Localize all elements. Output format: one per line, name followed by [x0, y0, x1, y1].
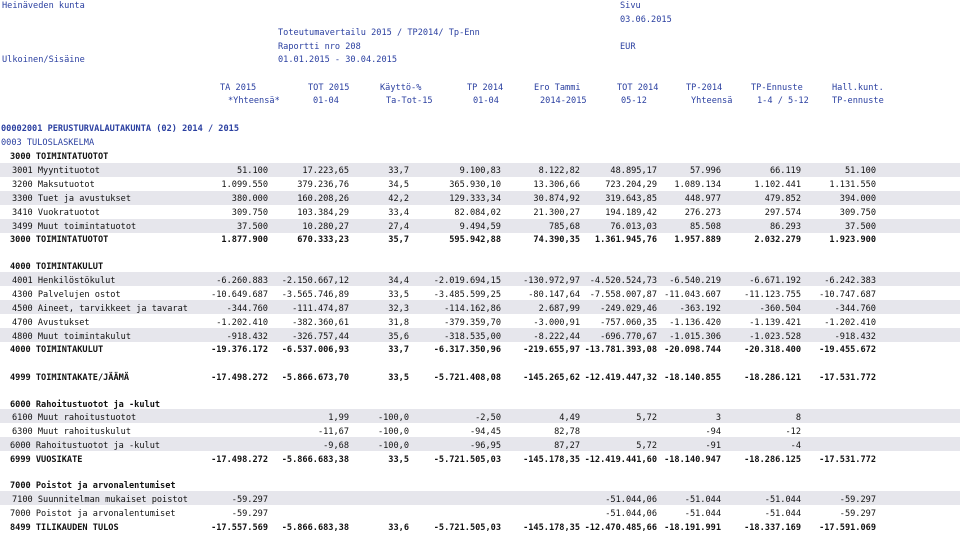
row-label: 7000 Poistot ja arvonalentumiset: [10, 509, 176, 519]
total-row: [0, 373, 960, 384]
row-value: -5.721.505,03: [433, 455, 501, 465]
row-label: 4300 Palvelujen ostot: [12, 290, 121, 300]
table-row: [0, 180, 960, 191]
row-value: -19.455.672: [819, 345, 876, 355]
row-value: -2,50: [475, 413, 501, 423]
row-value: 8: [795, 413, 801, 423]
row-value: -2.019.694,15: [433, 276, 501, 286]
row-value: 33,5: [388, 455, 409, 465]
row-value: -10.747.687: [819, 290, 876, 300]
row-value: 33,5: [388, 290, 409, 300]
row-value: -111.474,87: [292, 304, 349, 314]
row-value: 30.874,92: [533, 194, 580, 204]
row-value: -94,45: [469, 427, 501, 437]
row-value: 1.923.900: [829, 235, 876, 245]
row-value: 3: [715, 413, 721, 423]
row-value: 1.361.945,76: [594, 235, 657, 245]
row-value: -3.000,91: [533, 318, 580, 328]
group-heading-row: [0, 400, 960, 411]
row-value: -13.781.393,08: [584, 345, 657, 355]
total-row: [0, 235, 960, 246]
row-value: 319.643,85: [605, 194, 657, 204]
row-value: -918.432: [226, 332, 268, 342]
row-value: -59.297: [839, 495, 876, 505]
row-value: 57.996: [689, 166, 721, 176]
row-label: 3410 Vuokratuotot: [12, 208, 100, 218]
row-value: 42,2: [388, 194, 409, 204]
row-value: -344.760: [226, 304, 268, 314]
row-value: 74.390,35: [533, 235, 580, 245]
row-value: 309.750: [231, 208, 268, 218]
row-value: -51.044: [764, 509, 801, 519]
row-value: -1.023.528: [749, 332, 801, 342]
row-value: -6.537.006,93: [281, 345, 349, 355]
row-value: 4,49: [559, 413, 580, 423]
row-value: 670.333,23: [297, 235, 349, 245]
row-value: -3.485.599,25: [433, 290, 501, 300]
row-value: 103.384,29: [297, 208, 349, 218]
row-value: -9,68: [323, 441, 349, 451]
row-value: -4: [790, 441, 801, 451]
row-value: -51.044,06: [605, 509, 657, 519]
row-value: -12: [785, 427, 801, 437]
row-value: 51.100: [236, 166, 268, 176]
row-value: -18.286.121: [744, 373, 801, 383]
row-value: -5.721.408,08: [433, 373, 501, 383]
row-value: -10.649.687: [211, 290, 268, 300]
row-value: 37.500: [844, 222, 876, 232]
row-value: 1.102.441: [754, 180, 801, 190]
row-value: 160.208,26: [297, 194, 349, 204]
row-value: 86.293: [769, 222, 801, 232]
col-tot2015: TOT 2015: [308, 83, 350, 93]
row-label: 4000 TOIMINTAKULUT: [10, 262, 104, 272]
row-value: -17.557.569: [211, 523, 268, 533]
row-value: -360.504: [759, 304, 801, 314]
table-row: [0, 208, 960, 219]
unit-name: Ulkoinen/Sisäine: [2, 55, 85, 65]
row-value: 479.852: [764, 194, 801, 204]
row-value: -59.297: [839, 509, 876, 519]
row-value: 31,8: [388, 318, 409, 328]
row-value: -59.297: [231, 495, 268, 505]
row-label: 4001 Henkilöstökulut: [12, 276, 116, 286]
row-value: 33,7: [388, 345, 409, 355]
col-ero: Ero Tammi: [534, 83, 581, 93]
row-value: -2.150.667,12: [281, 276, 349, 286]
row-value: 21.300,27: [533, 208, 580, 218]
row-value: -363.192: [679, 304, 721, 314]
row-value: 380.000: [231, 194, 268, 204]
row-label: 3200 Maksutuotot: [12, 180, 95, 190]
row-value: -12.419.441,60: [584, 455, 657, 465]
table-row: [0, 276, 960, 287]
col2-0104b: 01-04: [473, 96, 499, 106]
row-value: 33,5: [388, 373, 409, 383]
row-value: -19.376.172: [211, 345, 268, 355]
row-value: 595.942,88: [449, 235, 501, 245]
row-value: 2.687,99: [538, 304, 580, 314]
row-value: 8.122,82: [538, 166, 580, 176]
row-value: -17.531.772: [819, 455, 876, 465]
row-value: 82.084,02: [454, 208, 501, 218]
row-value: -20.318.400: [744, 345, 801, 355]
row-value: -326.757,44: [292, 332, 349, 342]
row-value: 9.100,83: [459, 166, 501, 176]
row-value: -1.202.410: [216, 318, 268, 328]
org-name: Heinäveden kunta: [2, 1, 85, 11]
row-value: 276.273: [684, 208, 721, 218]
row-label: 3300 Tuet ja avustukset: [12, 194, 131, 204]
table-row: [0, 166, 960, 177]
row-label: 6300 Muut rahoituskulut: [12, 427, 131, 437]
row-value: -3.565.746,89: [281, 290, 349, 300]
table-row: [0, 441, 960, 452]
report-title: Toteutumavertailu 2015 / TP2014/ Tp-Enn: [278, 28, 480, 38]
row-value: 194.189,42: [605, 208, 657, 218]
row-value: 10.280,27: [302, 222, 349, 232]
row-value: -4.520.524,73: [589, 276, 657, 286]
col-tp2014: TP 2014: [467, 83, 504, 93]
row-label: 4800 Muut toimintakulut: [12, 332, 131, 342]
row-value: -18.286.125: [744, 455, 801, 465]
row-value: 48.895,17: [610, 166, 657, 176]
row-value: -318.535,00: [444, 332, 501, 342]
row-value: 1.957.889: [674, 235, 721, 245]
row-label: 7100 Suunnitelman mukaiset poistot: [12, 495, 188, 505]
row-value: -11.043.607: [664, 290, 721, 300]
row-value: -18.140.855: [664, 373, 721, 383]
section-tuloslaskelma: 0003 TULOSLASKELMA: [1, 138, 95, 148]
row-value: 723.204,29: [605, 180, 657, 190]
row-value: 297.574: [764, 208, 801, 218]
row-value: -6.671.192: [749, 276, 801, 286]
row-value: -18.337.169: [744, 523, 801, 533]
row-value: 394.000: [839, 194, 876, 204]
col2-tp-ennuste: TP-ennuste: [832, 96, 884, 106]
row-value: -6.540.219: [669, 276, 721, 286]
col2-2014-2015: 2014-2015: [540, 96, 587, 106]
row-value: 35,7: [388, 235, 409, 245]
row-label: 6000 Rahoitustuotot ja -kulut: [10, 400, 161, 410]
table-row: [0, 290, 960, 301]
row-label: 4700 Avustukset: [12, 318, 90, 328]
row-label: 3499 Muut toimintatuotot: [12, 222, 137, 232]
row-value: -114.162,86: [444, 304, 501, 314]
row-value: -145.178,35: [523, 455, 580, 465]
table-row: [0, 427, 960, 438]
table-row: [0, 318, 960, 329]
row-value: -20.098.744: [664, 345, 721, 355]
total-row: [0, 345, 960, 356]
row-value: -51.044,06: [605, 495, 657, 505]
row-label: 6000 Rahoitustuotot ja -kulut: [10, 441, 161, 451]
row-value: -11.123.755: [744, 290, 801, 300]
row-value: -6.260.883: [216, 276, 268, 286]
row-value: -696.770,67: [600, 332, 657, 342]
total-row: [0, 455, 960, 466]
row-value: -94: [705, 427, 721, 437]
row-value: -918.432: [834, 332, 876, 342]
row-value: 17.223,65: [302, 166, 349, 176]
row-value: -80.147,64: [528, 290, 580, 300]
row-value: -7.558.007,87: [589, 290, 657, 300]
col2-yhteensa-b: Yhteensä: [691, 96, 733, 106]
currency-label: EUR: [620, 42, 636, 52]
row-value: -51.044: [684, 495, 721, 505]
row-value: 1,99: [328, 413, 349, 423]
row-value: -5.866.683,38: [281, 523, 349, 533]
row-value: 309.750: [839, 208, 876, 218]
row-value: 35,6: [388, 332, 409, 342]
row-value: -17.498.272: [211, 455, 268, 465]
row-value: 76.013,03: [610, 222, 657, 232]
row-value: 379.236,76: [297, 180, 349, 190]
col2-yhteensa: *Yhteensä*: [228, 96, 280, 106]
page-label: Sivu: [620, 1, 641, 11]
row-value: 9.494,59: [459, 222, 501, 232]
table-row: [0, 495, 960, 506]
row-value: -59.297: [231, 509, 268, 519]
row-value: 1.089.134: [674, 180, 721, 190]
row-value: -1.015.306: [669, 332, 721, 342]
row-value: 1.131.550: [829, 180, 876, 190]
row-value: -8.222,44: [533, 332, 580, 342]
row-value: 448.977: [684, 194, 721, 204]
row-label: 4999 TOIMINTAKATE/JÄÄMÄ: [10, 373, 129, 383]
row-value: -11,67: [317, 427, 349, 437]
report-period: 01.01.2015 - 30.04.2015: [278, 55, 397, 65]
row-value: 27,4: [388, 222, 409, 232]
row-label: 8499 TILIKAUDEN TULOS: [10, 523, 119, 533]
group-heading-row: [0, 262, 960, 273]
row-value: -17.531.772: [819, 373, 876, 383]
table-row: [0, 413, 960, 424]
row-value: -344.760: [834, 304, 876, 314]
col-tot2014: TOT 2014: [617, 83, 659, 93]
col2-tatot: Ta-Tot-15: [386, 96, 433, 106]
row-value: -51.044: [684, 509, 721, 519]
row-value: -12.470.485,66: [584, 523, 657, 533]
row-value: -145.178,35: [523, 523, 580, 533]
col-tp-ennuste: TP-Ennuste: [751, 83, 803, 93]
row-value: -100,0: [377, 413, 409, 423]
col-tp-2014: TP-2014: [686, 83, 723, 93]
table-row: [0, 509, 960, 520]
col2-0512: 05-12: [621, 96, 647, 106]
group-heading-row: [0, 481, 960, 492]
row-label: 4500 Aineet, tarvikkeet ja tavarat: [12, 304, 188, 314]
row-value: -5.866.673,70: [281, 373, 349, 383]
table-row: [0, 332, 960, 343]
row-value: 33,7: [388, 166, 409, 176]
table-row: [0, 304, 960, 315]
total-row: [0, 523, 960, 534]
row-value: 5,72: [636, 413, 657, 423]
report-date: 03.06.2015: [620, 15, 672, 25]
row-value: 129.333,34: [449, 194, 501, 204]
row-value: 33,6: [388, 523, 409, 533]
row-value: -18.140.947: [664, 455, 721, 465]
col2-0104: 01-04: [313, 96, 339, 106]
row-value: -219.655,97: [523, 345, 580, 355]
col2-14-512: 1-4 / 5-12: [757, 96, 809, 106]
row-value: -379.359,70: [444, 318, 501, 328]
row-value: 1.877.900: [221, 235, 268, 245]
col-kaytto: Käyttö-%: [380, 83, 422, 93]
col-hallkunt: Hall.kunt.: [832, 83, 884, 93]
row-value: -1.202.410: [824, 318, 876, 328]
row-value: 33,4: [388, 208, 409, 218]
row-value: -249.029,46: [600, 304, 657, 314]
row-value: 5,72: [636, 441, 657, 451]
row-value: -18.191.991: [664, 523, 721, 533]
row-value: 51.100: [844, 166, 876, 176]
table-row: [0, 222, 960, 233]
row-value: -382.360,61: [292, 318, 349, 328]
row-value: 1.099.550: [221, 180, 268, 190]
row-value: 82,78: [554, 427, 580, 437]
row-value: 2.032.279: [754, 235, 801, 245]
row-value: -1.136.420: [669, 318, 721, 328]
row-value: -100,0: [377, 441, 409, 451]
row-value: -145.265,62: [523, 373, 580, 383]
row-value: -6.317.350,96: [433, 345, 501, 355]
row-label: 3000 TOIMINTATUOTOT: [10, 235, 109, 245]
report-number: Raportti nro 208: [278, 42, 361, 52]
row-value: 34,5: [388, 180, 409, 190]
row-value: -17.591.069: [819, 523, 876, 533]
row-label: 7000 Poistot ja arvonalentumiset: [10, 481, 176, 491]
row-value: 87,27: [554, 441, 580, 451]
col-ta2015: TA 2015: [220, 83, 257, 93]
row-value: 66.119: [769, 166, 801, 176]
row-value: -91: [705, 441, 721, 451]
section-toimintatuotot: 3000 TOIMINTATUOTOT: [10, 152, 109, 162]
row-value: -130.972,97: [523, 276, 580, 286]
row-value: -12.419.447,32: [584, 373, 657, 383]
row-label: 6999 VUOSIKATE: [10, 455, 83, 465]
section-lautakunta: 00002001 PERUSTURVALAUTAKUNTA (02) 2014 / 2015: [1, 124, 239, 134]
row-value: 785,68: [548, 222, 580, 232]
row-value: -5.866.683,38: [281, 455, 349, 465]
row-label: 3001 Myyntituotot: [12, 166, 100, 176]
row-value: -96,95: [469, 441, 501, 451]
row-value: -51.044: [764, 495, 801, 505]
row-value: 37.500: [236, 222, 268, 232]
row-value: 32,3: [388, 304, 409, 314]
row-value: 13.306,66: [533, 180, 580, 190]
row-label: 4000 TOIMINTAKULUT: [10, 345, 104, 355]
row-value: -17.498.272: [211, 373, 268, 383]
table-row: [0, 194, 960, 205]
row-value: -6.242.383: [824, 276, 876, 286]
row-value: -5.721.505,03: [433, 523, 501, 533]
row-value: 85.508: [689, 222, 721, 232]
row-value: -1.139.421: [749, 318, 801, 328]
row-value: -757.060,35: [600, 318, 657, 328]
row-value: 34,4: [388, 276, 409, 286]
row-label: 6100 Muut rahoitustuotot: [12, 413, 137, 423]
row-value: -100,0: [377, 427, 409, 437]
row-value: 365.930,10: [449, 180, 501, 190]
